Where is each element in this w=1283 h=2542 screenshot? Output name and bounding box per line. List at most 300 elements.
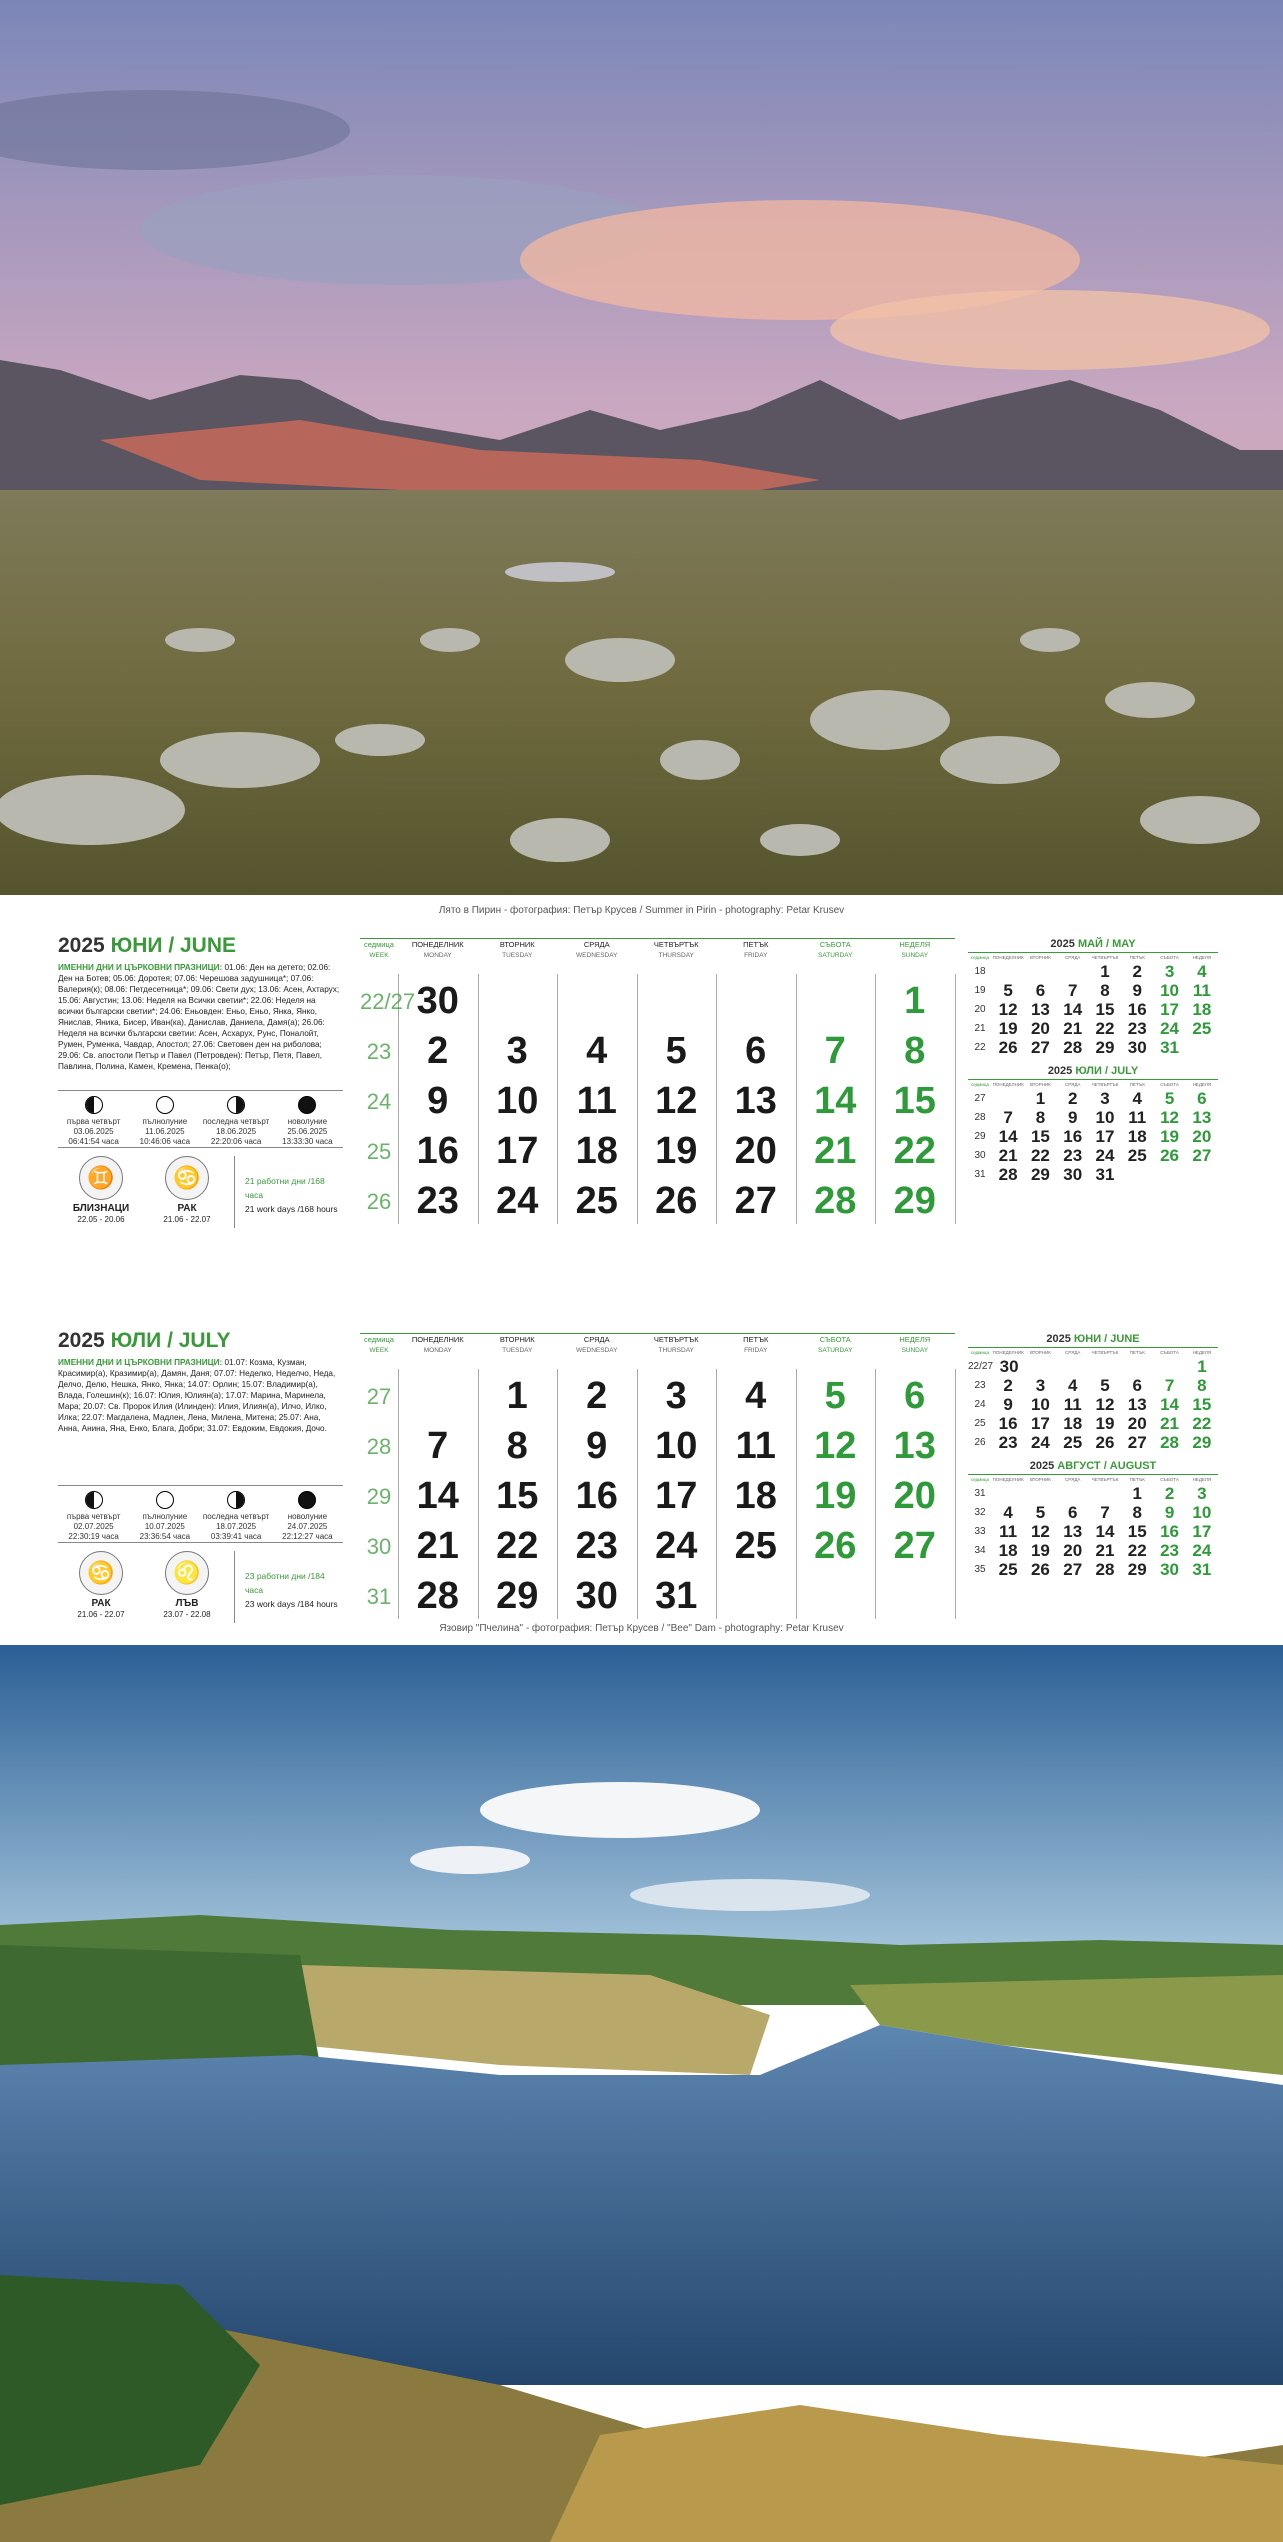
mini-week-row [968, 1038, 1218, 1057]
work-days-bg: 21 работни дни /168 часа [245, 1176, 325, 1200]
day-cell: 27 [734, 1180, 777, 1222]
moon-phase-date: 24.07.2025 [287, 1522, 328, 1531]
mini-week-number: 22/27 [968, 1361, 994, 1372]
mini-day: 18 [1192, 1000, 1212, 1019]
mini-day: 15 [1127, 1522, 1147, 1541]
mini-day: 24 [1160, 1019, 1179, 1038]
moon-phase-label: новолуние [287, 1512, 328, 1521]
mini-week-number: 31 [974, 1488, 986, 1499]
mini-day: 3 [1164, 962, 1175, 981]
week-row [360, 1523, 955, 1570]
work-days-en: 23 work days /184 hours [245, 1599, 338, 1609]
moon-phase-icon [85, 1096, 103, 1114]
mini-week-row [968, 1165, 1218, 1184]
mini-day: 31 [1192, 1560, 1212, 1579]
mini-day: 19 [1160, 1127, 1179, 1146]
mini-day: 9 [1164, 1503, 1175, 1522]
mini-day: 2 [1067, 1089, 1078, 1108]
mini-day: 7 [1067, 981, 1078, 1000]
mini-weekday: СРЯДА [1064, 1082, 1081, 1087]
moon-phase-time: 03:39:41 часа [210, 1532, 262, 1541]
mini-calendar [968, 1458, 1218, 1579]
mini-day: 20 [1063, 1541, 1083, 1560]
mini-day: 5 [1035, 1503, 1046, 1522]
pirin-mountain-illustration [0, 0, 1283, 895]
mini-day: 4 [1132, 1089, 1142, 1108]
week-row [360, 1373, 955, 1420]
cancer-icon: ♋ [79, 1551, 123, 1595]
day-cell: 11 [735, 1425, 776, 1467]
mini-day: 18 [1063, 1414, 1083, 1433]
day-cell: 8 [904, 1030, 926, 1072]
mini-day: 9 [1003, 1395, 1013, 1414]
mini-day: 1 [1035, 1089, 1046, 1108]
mini-week-row [968, 1560, 1218, 1579]
mini-day: 13 [1127, 1395, 1147, 1414]
moon-phase [272, 1091, 343, 1147]
mini-day: 7 [1100, 1503, 1110, 1522]
moon-phase [129, 1091, 200, 1147]
week-number: 25 [366, 1138, 392, 1164]
mini-day: 26 [1095, 1433, 1115, 1452]
moon-phase-icon [85, 1491, 103, 1509]
mini-day: 2 [1164, 1484, 1175, 1503]
day-cell: 2 [427, 1030, 449, 1072]
mini-weekday: ВТОРНИК [1029, 1350, 1051, 1355]
mini-weekday: НЕДЕЛЯ [1192, 955, 1212, 960]
mini-week-row [968, 1357, 1218, 1376]
mini-day: 24 [1095, 1146, 1115, 1165]
pchelina-dam-photo [0, 1645, 1283, 2542]
day-cell: 23 [575, 1525, 618, 1567]
mini-weekday: СРЯДА [1064, 955, 1081, 960]
mini-day: 19 [1095, 1414, 1115, 1433]
mini-day: 20 [1192, 1127, 1212, 1146]
mini-day: 9 [1132, 981, 1142, 1000]
mini-weekday: ПЕТЪК [1129, 955, 1145, 960]
weekday-name: ЧЕТВЪРТЪК [653, 1335, 699, 1344]
mini-month: ЮЛИ / JULY [1075, 1065, 1139, 1077]
weekday-name: СЪБОТА [819, 940, 851, 949]
day-cell: 11 [576, 1080, 617, 1122]
mini-weekday-header [968, 1079, 1218, 1089]
july-moon-phases [58, 1485, 343, 1543]
mini-week-row [968, 1484, 1218, 1503]
day-cell: 14 [416, 1475, 459, 1517]
weekday-name-en: THURSDAY [658, 1347, 694, 1354]
mini-week-number: 18 [974, 966, 986, 977]
mini-week-row [968, 1127, 1218, 1146]
mini-day [1024, 962, 1056, 981]
mini-weekday: ЧЕТВЪРТЪК [1091, 1477, 1119, 1482]
weekday-name: НЕДЕЛЯ [899, 1335, 931, 1344]
mini-week-row [968, 1414, 1218, 1433]
mini-day: 3 [1035, 1376, 1046, 1395]
mini-weekday: ЧЕТВЪРТЪК [1091, 1350, 1119, 1355]
mini-weekday: ПЕТЪК [1129, 1477, 1145, 1482]
mini-day: 2 [1132, 962, 1142, 981]
mini-week-number: 33 [974, 1526, 986, 1537]
mini-day: 9 [1067, 1108, 1078, 1127]
mini-day: 29 [1030, 1165, 1050, 1184]
weekday-name: ВТОРНИК [499, 1335, 535, 1344]
day-cell: 8 [506, 1425, 528, 1467]
mini-day: 27 [1030, 1038, 1050, 1057]
mini-day: 14 [1160, 1395, 1179, 1414]
zodiac-dates: 22.05 - 20.06 [77, 1215, 125, 1224]
weekday-name: НЕДЕЛЯ [899, 940, 931, 949]
mini-day: 23 [998, 1433, 1018, 1452]
mini-day: 20 [1127, 1414, 1147, 1433]
day-cell: 3 [506, 1030, 528, 1072]
mini-day: 26 [1030, 1560, 1050, 1579]
june-section [0, 930, 1283, 1235]
day-cell: 18 [575, 1130, 618, 1172]
day-cell: 22 [496, 1525, 539, 1567]
moon-phase-icon [298, 1491, 316, 1509]
day-cell: 30 [575, 1575, 618, 1617]
mini-day: 15 [1192, 1395, 1212, 1414]
july-calendar-grid [360, 1325, 955, 1630]
mini-day: 6 [1132, 1376, 1142, 1395]
day-cell: 4 [586, 1030, 608, 1072]
mini-month: МАЙ / MAY [1077, 938, 1136, 950]
day-cell: 10 [496, 1080, 539, 1122]
day-cell: 13 [893, 1425, 936, 1467]
week-row [360, 1028, 955, 1075]
mini-day: 25 [998, 1560, 1018, 1579]
july-zodiac [58, 1551, 343, 1623]
mini-day: 28 [1095, 1560, 1115, 1579]
mini-day: 22 [1095, 1019, 1115, 1038]
day-cell: 23 [416, 1180, 459, 1222]
mini-day: 17 [1160, 1000, 1179, 1019]
mini-day: 5 [1100, 1376, 1110, 1395]
day-cell: 19 [814, 1475, 857, 1517]
mini-week-number: 31 [974, 1169, 986, 1180]
mini-day: 15 [1095, 1000, 1115, 1019]
mini-day [1089, 1484, 1121, 1503]
mini-weekday-header [968, 1347, 1218, 1357]
mini-day: 27 [1127, 1433, 1147, 1452]
mini-day: 20 [1030, 1019, 1050, 1038]
mini-day [1057, 962, 1089, 981]
week-label: седмица [364, 940, 394, 949]
moon-phase [201, 1091, 272, 1147]
mini-day: 11 [1128, 1108, 1147, 1127]
day-cell: 16 [575, 1475, 618, 1517]
july-month-title [58, 1325, 343, 1357]
mini-weekday: СЪБОТА [1160, 1477, 1179, 1482]
zodiac-name: РАК [177, 1203, 197, 1214]
day-cell: 25 [734, 1525, 777, 1567]
mini-weekday: ВТОРНИК [1029, 1082, 1051, 1087]
mini-day: 3 [1197, 1484, 1207, 1503]
mini-day [992, 1089, 1024, 1108]
mini-day: 21 [1063, 1019, 1083, 1038]
mini-day: 26 [998, 1038, 1018, 1057]
july-zodiac-sign-2 [144, 1551, 230, 1623]
mini-day: 22 [1030, 1146, 1050, 1165]
july-name-days [58, 1357, 343, 1475]
weekday-name: СРЯДА [583, 1335, 610, 1344]
zodiac-dates: 21.06 - 22.07 [77, 1610, 125, 1619]
mini-day [992, 1484, 1024, 1503]
mini-weekday-header [968, 1474, 1218, 1484]
mini-weekday: ЧЕТВЪРТЪК [1091, 1082, 1119, 1087]
mini-weekday: ПЕТЪК [1129, 1350, 1145, 1355]
week-label-en: WEEK [369, 1347, 389, 1354]
moon-phase [58, 1091, 129, 1147]
mini-day: 8 [1132, 1503, 1142, 1522]
day-cell: 17 [655, 1475, 698, 1517]
moon-phase-label: последна четвърт [202, 1512, 270, 1521]
mini-day: 16 [1127, 1000, 1147, 1019]
mini-day: 13 [1192, 1108, 1212, 1127]
moon-phase-date: 25.06.2025 [287, 1127, 328, 1136]
mini-day: 29 [1095, 1038, 1115, 1057]
mini-day [1121, 1165, 1153, 1184]
mini-day: 13 [1030, 1000, 1050, 1019]
day-cell: 7 [824, 1030, 846, 1072]
mini-day: 14 [1063, 1000, 1083, 1019]
mini-day: 30 [1063, 1165, 1083, 1184]
july-work-days [239, 1551, 343, 1623]
mini-day: 16 [1063, 1127, 1083, 1146]
mini-day: 4 [1197, 962, 1207, 981]
day-cell: 15 [496, 1475, 539, 1517]
mini-week-row [968, 1395, 1218, 1414]
june-calendar-grid [360, 930, 955, 1235]
mini-day: 22 [1127, 1541, 1147, 1560]
mini-week-row [968, 981, 1218, 1000]
day-cell: 10 [655, 1425, 698, 1467]
weekday-name: ПЕТЪК [743, 940, 769, 949]
mini-month: ЮНИ / JUNE [1073, 1333, 1140, 1345]
work-days-bg: 23 работни дни /184 часа [245, 1571, 325, 1595]
mini-day: 21 [1095, 1541, 1115, 1560]
mini-day: 6 [1197, 1089, 1207, 1108]
day-cell: 9 [427, 1080, 449, 1122]
day-cell: 20 [734, 1130, 777, 1172]
mini-day: 5 [1003, 981, 1013, 1000]
zodiac-name: РАК [91, 1598, 111, 1609]
mini-week-row [968, 1019, 1218, 1038]
june-moon-phases [58, 1090, 343, 1148]
day-cell: 5 [824, 1375, 846, 1417]
mini-weekday: ПЕТЪК [1129, 1082, 1145, 1087]
mini-week-number: 28 [974, 1112, 986, 1123]
moon-phase [58, 1486, 129, 1542]
mini-week-row [968, 962, 1218, 981]
june-info-panel [58, 930, 343, 1235]
day-cell: 6 [904, 1375, 926, 1417]
mini-week-label: седмица [971, 1082, 989, 1087]
mini-week-number: 35 [974, 1564, 986, 1575]
week-number: 29 [366, 1483, 392, 1509]
july-month-name: ЮЛИ / JULY [110, 1329, 231, 1352]
weekday-name: ВТОРНИК [499, 940, 535, 949]
day-cell: 6 [745, 1030, 767, 1072]
mini-week-number: 20 [974, 1004, 986, 1015]
day-cell: 26 [655, 1180, 698, 1222]
mini-weekday: СРЯДА [1064, 1477, 1081, 1482]
moon-phase-time: 10:46:06 часа [139, 1137, 191, 1146]
mini-weekday: ВТОРНИК [1029, 955, 1051, 960]
cancer-icon: ♋ [165, 1156, 209, 1200]
mini-week-row [968, 1376, 1218, 1395]
day-cell: 24 [655, 1525, 698, 1567]
june-zodiac-sign-2 [144, 1156, 230, 1228]
mini-calendar-title [968, 1063, 1218, 1079]
mini-day: 30 [999, 1357, 1019, 1376]
june-month-name: ЮНИ / JUNE [110, 934, 236, 957]
moon-phase [129, 1486, 200, 1542]
moon-phase-time: 22:20:06 часа [210, 1137, 262, 1146]
mini-calendar [968, 1331, 1218, 1452]
weekday-name-en: MONDAY [423, 952, 452, 959]
mini-year: 2025 [1047, 1065, 1073, 1077]
mini-day: 19 [1030, 1541, 1050, 1560]
mini-day: 10 [1160, 981, 1179, 1000]
mini-week-row [968, 1089, 1218, 1108]
mini-day: 10 [1030, 1395, 1050, 1414]
weekday-name-en: THURSDAY [658, 952, 694, 959]
mini-day: 12 [1160, 1108, 1179, 1127]
mini-week-number: 25 [974, 1418, 986, 1429]
moon-phase [272, 1486, 343, 1542]
mini-day: 1 [1132, 1484, 1142, 1503]
june-work-days [239, 1156, 343, 1228]
mini-day: 8 [1035, 1108, 1046, 1127]
week-number: 23 [366, 1038, 392, 1064]
day-cell: 24 [496, 1180, 539, 1222]
day-cell: 12 [655, 1080, 698, 1122]
day-cell: 9 [586, 1425, 608, 1467]
mini-day: 1 [1197, 1357, 1207, 1376]
day-cell: 2 [586, 1375, 608, 1417]
week-row [360, 1178, 955, 1225]
mini-week-number: 27 [974, 1093, 986, 1104]
mini-week-row [968, 1433, 1218, 1452]
mini-day [1089, 1357, 1121, 1376]
mini-day: 18 [1127, 1127, 1147, 1146]
mini-week-number: 24 [974, 1399, 986, 1410]
zodiac-dates: 23.07 - 22.08 [163, 1610, 211, 1619]
weekday-header [360, 938, 955, 966]
mini-day: 17 [1095, 1127, 1115, 1146]
day-cell: 25 [575, 1180, 618, 1222]
week-label-en: WEEK [369, 952, 389, 959]
mini-day: 6 [1067, 1503, 1078, 1522]
mini-day: 17 [1192, 1522, 1212, 1541]
mini-weekday: СРЯДА [1064, 1350, 1081, 1355]
mini-day: 22 [1192, 1414, 1212, 1433]
week-number: 26 [366, 1188, 392, 1214]
june-name-days-text: 01.06: Ден на детето; 02.06: Ден на Ботев; 05.06: Доротея; 07.06: Черешова задушница*; 07.06: Валерия(к); 08.06: Петдесетница*; 09.06: Свети дух; 13.06: Асен, Ахтарух; 15.06: Августин; 13.06: Неделя на Всички светии*; 22.06: Неделя на всички български светии*; 24.06: Еньовден: Еньо, Еньо, Янка, Янко, Янислав, Яника, Бисер, Иван(ка), Данислав, Даниела, Дамя(а); 26.06: Неделя на всички български светии: Асен, Асхарух, Рунс, Поналойт, Румен, Руменка, Чавдар, Апостол; 27.06: Световен ден на риболова; 29.06: Св. апостоли Петър и Павел (Петровден): Петър, Петя, Павел, Павлина, Полина, Камен, Кременa, Пенка(о); [58, 963, 340, 1071]
mini-day: 29 [1192, 1433, 1212, 1452]
week-row [360, 1473, 955, 1520]
mini-day: 23 [1127, 1019, 1147, 1038]
mini-day: 15 [1030, 1127, 1050, 1146]
week-number: 24 [366, 1088, 392, 1114]
zodiac-dates: 21.06 - 22.07 [163, 1215, 211, 1224]
day-cell: 1 [506, 1375, 528, 1417]
weekday-name-en: WEDNESDAY [576, 952, 618, 959]
pchelina-dam-illustration [0, 1645, 1283, 2542]
mini-day: 8 [1197, 1376, 1207, 1395]
moon-phase-label: пълнолуние [142, 1512, 188, 1521]
day-cell: 21 [814, 1130, 857, 1172]
weekday-name-en: SUNDAY [901, 1347, 929, 1354]
moon-phase-icon [227, 1491, 245, 1509]
mini-day: 23 [1063, 1146, 1083, 1165]
mini-day: 5 [1164, 1089, 1175, 1108]
mini-month: АВГУСТ / AUGUST [1057, 1460, 1157, 1472]
mini-calendar-title [968, 1331, 1218, 1347]
mini-week-number: 26 [974, 1437, 986, 1448]
gemini-icon: ♊ [79, 1156, 123, 1200]
july-name-days-header: ИМЕННИ ДНИ И ЦЪРКОВНИ ПРАЗНИЦИ: [58, 1358, 223, 1367]
weekday-name-en: SATURDAY [818, 1347, 853, 1354]
mini-day: 19 [998, 1019, 1018, 1038]
moon-phase-time: 06:41:54 часа [68, 1137, 119, 1146]
june-zodiac [58, 1156, 343, 1228]
week-row [360, 1128, 955, 1175]
weekday-name-en: SATURDAY [818, 952, 853, 959]
mini-day: 10 [1095, 1108, 1115, 1127]
day-cell: 26 [814, 1525, 857, 1567]
day-cell: 5 [665, 1030, 687, 1072]
july-mini-calendars [968, 1325, 1218, 1630]
weekday-name: ПЕТЪК [743, 1335, 769, 1344]
moon-phase-icon [156, 1096, 174, 1114]
mini-weekday: СЪБОТА [1160, 1082, 1179, 1087]
mini-day: 23 [1160, 1541, 1179, 1560]
day-cell: 14 [814, 1080, 857, 1122]
mini-weekday: ВТОРНИК [1029, 1477, 1051, 1482]
mini-weekday: ЧЕТВЪРТЪК [1091, 955, 1119, 960]
july-name-days-text: 01.07: Козма, Кузман, Красимир(а), Кразимир(а), Дамян, Даня; 07.07: Неделко, Неделчо, Недa, Делчо, Делю, Нешка, Янко, Янка; 14.07: Орлин; 15.07: Владимир(а), Влада, Голeшин(к); 16.07: Юлия, Юлиян(а); 17.07: Марина, Маринела, Мара; 20.07: Св. Пророк Илия (Илинден): Илия, Илиян(а), Илчо, Илко, Илка; 22.07: Магдалена, Мадлен, Лена, Милена, Митена; 25.07: Ана, Анна, Анина, Яна, Енко, Блага, Добри; 31.07: Евдоким, Евдокия, Дочо. [58, 1358, 336, 1433]
mini-week-number: 23 [974, 1380, 986, 1391]
moon-phase-date: 02.07.2025 [73, 1522, 114, 1531]
mini-day: 25 [1127, 1146, 1147, 1165]
day-cell: 13 [734, 1080, 777, 1122]
day-cell: 30 [416, 980, 459, 1022]
mini-day: 14 [998, 1127, 1018, 1146]
mini-weekday: СЪБОТА [1160, 1350, 1179, 1355]
july-section [0, 1325, 1283, 1630]
day-cell: 7 [427, 1425, 449, 1467]
zodiac-name: ЛЪВ [175, 1598, 199, 1609]
mini-weekday: НЕДЕЛЯ [1192, 1350, 1212, 1355]
mini-day: 31 [1095, 1165, 1115, 1184]
mini-day: 4 [1003, 1503, 1013, 1522]
day-cell: 17 [496, 1130, 539, 1172]
day-cell: 19 [655, 1130, 698, 1172]
mini-day: 31 [1160, 1038, 1179, 1057]
week-row [360, 1423, 955, 1470]
mini-week-number: 22 [974, 1042, 986, 1053]
divider [234, 1156, 235, 1228]
mini-day: 2 [1003, 1376, 1013, 1395]
week-row [360, 1573, 955, 1620]
mini-day: 11 [1063, 1395, 1082, 1414]
mini-day [1186, 1038, 1218, 1057]
day-cell: 29 [496, 1575, 539, 1617]
weekday-name: СРЯДА [583, 940, 610, 949]
mini-day: 14 [1095, 1522, 1115, 1541]
